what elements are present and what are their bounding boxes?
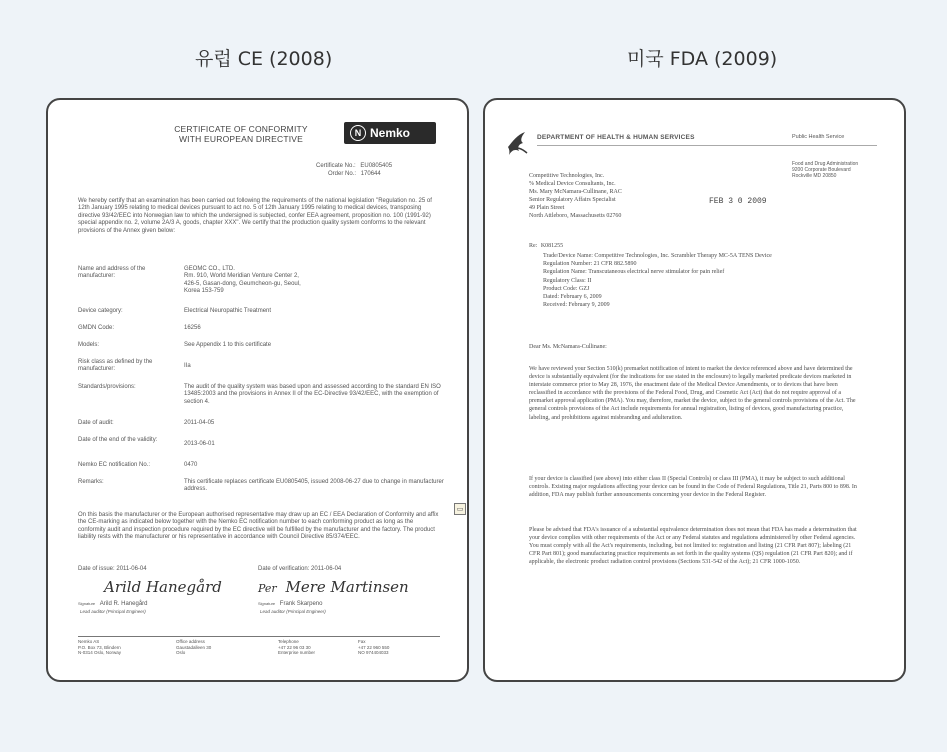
footer-col-2: Office address Gaustadalleen 30 Oslo	[176, 639, 212, 656]
cert-label: Certificate No.:	[316, 163, 356, 169]
ce-title-line1: CERTIFICATE OF CONFORMITY	[174, 124, 308, 134]
hhs-eagle-icon	[505, 129, 531, 159]
row-label: Device category:	[78, 308, 123, 314]
ce-title	[166, 124, 316, 144]
letterhead-divider	[537, 145, 877, 146]
cert-value: EU0805405	[360, 163, 393, 169]
re-fields: Trade/Device Name: Competitive Technologies, Inc. Scrambler Therapy MC-5A TENS Device Regulation Number: 21 CFR 882.5890 Regulation Name: Transcutaneous electrical nerve stimulator for pain relief Regulatory Class: II Product Code: GZJ Dated: February 6, 2009 Received: February 9, 2009	[543, 253, 772, 309]
nemko-n-icon: N	[350, 125, 366, 141]
fda-letter	[483, 98, 906, 682]
signer-2-name: Frank Skarpeno	[279, 601, 323, 607]
hhs-department: DEPARTMENT OF HEALTH & HUMAN SERVICES	[537, 134, 695, 141]
row-value: This certificate replaces certificate EU0805405, issued 2008-06-27 due to change in manufacturer address.	[184, 479, 444, 493]
order-value: 170644	[360, 171, 381, 177]
row-label: Remarks:	[78, 479, 104, 485]
footer-divider	[78, 636, 440, 637]
row-value: 2013-06-01	[184, 441, 215, 447]
re-value: K081255	[540, 243, 564, 249]
row-label: Nemko EC notification No.:	[78, 462, 151, 468]
row-value: GEOMC CO., LTD. Rm. 910, World Meridian Venture Center 2, 426-5, Gasan-dong, Geumcheon-gu, Seoul, Korea 153-759	[184, 266, 301, 295]
signer-2	[258, 600, 326, 616]
row-value: 0470	[184, 462, 198, 468]
order-number	[328, 171, 438, 178]
row-value: IIa	[184, 363, 191, 369]
signer-1	[78, 600, 148, 616]
ce-certificate	[46, 98, 469, 682]
row-value: 16256	[184, 325, 201, 331]
date-stamp: FEB 3 0 2009	[709, 197, 767, 206]
signature-label: Signature	[258, 601, 276, 606]
signer-1-name: Arild R. Hanegård	[99, 601, 148, 607]
ce-title-line2: WITH EUROPEAN DIRECTIVE	[178, 134, 304, 144]
footer-col-1: Nemko AS P.O. Box 73, Blindern N-0314 Oslo, Norway	[78, 639, 122, 656]
row-label: GMDN Code:	[78, 325, 115, 331]
public-health-service: Public Health Service	[792, 134, 845, 140]
row-label: Date of the end of the validity:	[78, 437, 158, 443]
row-label: Name and address of the manufacturer:	[78, 266, 146, 280]
signature-1: Arild Hanegård	[104, 578, 222, 596]
date-of-verification: Date of verification: 2011-06-04	[258, 566, 342, 572]
re-number	[529, 243, 563, 250]
signature-2	[258, 578, 409, 596]
recipient-address: Competitive Technologies, Inc. % Medical Device Consultants, Inc. Ms. Mary McNamara-Cullinane, RAC Senior Regulatory Affairs Specialist 49 Plain Street North Attleboro, Massachusetts 02760	[529, 173, 622, 220]
signature-2-script: Mere Martinsen	[285, 578, 409, 596]
ce-intro: We hereby certify that an examination has been carried out following the requirements of the national legislation "Regulation no. 25 of 12th January 1995 relating to medical devices pursuant to act no. 5 of 12th January 1995 relating to medical devices, transposing directive 93/42/EEC into Norwegian law to which the undersigned is subjected, confer EEA agreement, proposition no. 100 (1991-92) special appendix no. 2, volume 2A/3 A, goods, chapter XXX". We certify that the production quality system conforms to the relevant provisions of the Annex given below:	[78, 198, 432, 234]
date-of-issue: Date of issue: 2011-06-04	[78, 566, 147, 572]
nemko-logo-text: Nemko	[370, 126, 411, 140]
caption-fda: 미국 FDA (2009)	[627, 48, 778, 70]
row-label: Date of audit:	[78, 420, 114, 426]
paragraph-2: If your device is classified (see above) into either class II (Special Controls) or class III (PMA), it may be subject to such additional controls. Existing major regulations affecting your device can be found in the Code of Federal Regulations, Title 21, Parts 800 to 898. In addition, FDA may publish further announcements concerning your device in the Federal Register.	[529, 476, 857, 499]
footer-col-4: Fax +47 22 960 550 NO 974404033	[358, 639, 390, 656]
paragraph-1: We have reviewed your Section 510(k) premarket notification of intent to market the device referenced above and have determined the device is substantially equivalent (for the indications for use stated in the enclosure) to legally marketed predicate devices marketed in interstate commerce prior to May 28, 1976, the enactment date of the Medical Device Amendments, or to devices that have been reclassified in accordance with the provisions of the Federal Food, Drug, and Cosmetic Act (Act) that do not require approval of a premarket approval application (PMA). You may, therefore, market the device, subject to the general controls provisions of the Act. The general controls provisions of the Act include requirements for annual registration, listing of devices, good manufacturing practice, labeling, and prohibitions against misbranding and adulteration.	[529, 366, 856, 421]
row-value: See Appendix 1 to this certificate	[184, 342, 272, 348]
footer-col-3: Telephone +47 22 96 03 30 Enterprise number	[278, 639, 316, 656]
row-label: Risk class as defined by the manufacturer:	[78, 359, 153, 373]
row-value: The audit of the quality system was based upon and assessed according to the standard EN ISO 13485:2003 and the provisions in Annex II of the EC-Directive 93/42/EEC, with the exemption of section 4.	[184, 384, 441, 405]
row-label: Models:	[78, 342, 100, 348]
signer-2-role: Lead auditor (Principal Engineer)	[260, 609, 326, 615]
ce-basis: On this basis the manufacturer or the European authorised representative may draw up an EC / EEA Declaration of Conformity and affix the CE-marking as indicated below together with the Nemko EC notification number to each conforming product as long as the conformity audit and inspection procedure required by the EC directive will be fulfilled by the manufacturer and the factory. The product liability rests with the manufacturer or his representative in accordance with Council Directive 85/374/EEC.	[78, 512, 439, 541]
cert-number	[316, 163, 436, 170]
fda-address: Food and Drug Administration 9200 Corporate Boulevard Rockville MD 20850	[792, 161, 859, 179]
salutation: Dear Ms. McNamara-Cullinane:	[529, 344, 607, 350]
re-label: Re:	[529, 243, 538, 249]
page-marker-icon: ▭	[454, 503, 466, 515]
row-value: Electrical Neuropathic Treatment	[184, 308, 272, 314]
signer-1-role: Lead auditor (Principal Engineer)	[80, 609, 146, 615]
row-value: 2011-04-05	[184, 420, 215, 426]
caption-ce: 유럽 CE (2008)	[195, 48, 333, 70]
nemko-logo	[344, 122, 436, 144]
row-label: Standards/provisions:	[78, 384, 136, 390]
paragraph-3: Please be advised that FDA's issuance of a substantial equivalence determination does not mean that FDA has made a determination that your device complies with other requirements of the Act or any Federal statutes and regulations administered by other Federal agencies. You must comply with all the Act's requirements, including, but not limited to: registration and listing (21 CFR Part 807); labeling (21 CFR Part 801); good manufacturing practice requirements as set forth in the quality systems (QS) regulation (21 CFR Part 820); and if applicable, the electronic product radiation control provisions (Sections 531-542 of the Act); 21 CFR 1000-1050.	[529, 527, 857, 566]
signature-2-prefix: Per	[258, 582, 277, 595]
order-label: Order No.:	[328, 171, 357, 177]
signature-label: Signature	[78, 601, 96, 606]
